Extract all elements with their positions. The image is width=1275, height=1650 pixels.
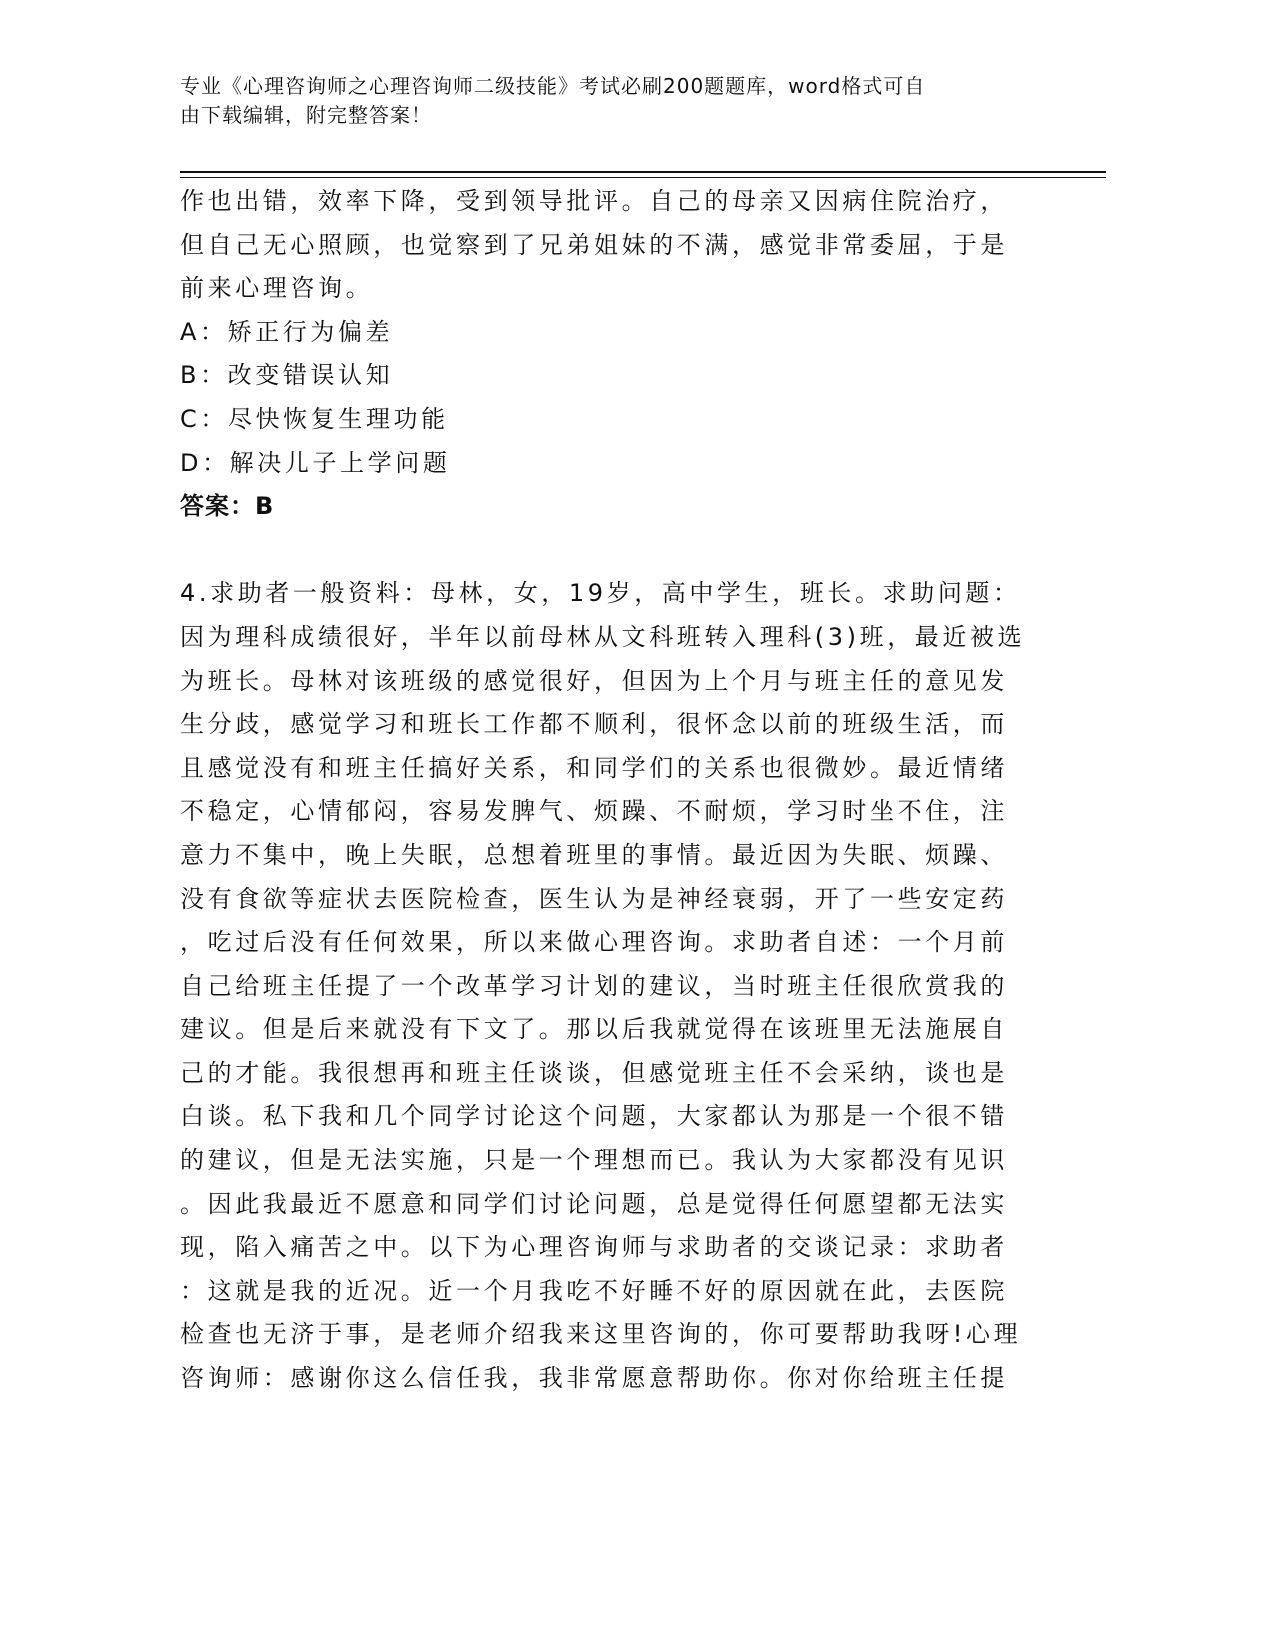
header-title-line-2: 由下载编辑，附完整答案！ xyxy=(180,103,432,127)
question-4 xyxy=(180,572,1025,1400)
question-text-line: 没有食欲等症状去医院检查，医生认为是神经衰弱，开了一些安定药 xyxy=(180,884,1008,913)
question-text-line: 。因此我最近不愿意和同学们讨论问题，总是觉得任何愿望都无法实 xyxy=(180,1189,1008,1218)
question-text-line: 己的才能。我很想再和班主任谈谈，但感觉班主任不会采纳，谈也是 xyxy=(180,1058,1008,1087)
document-body xyxy=(180,180,1025,1401)
question-text-line: 意力不集中，晚上失眠，总想着班里的事情。最近因为失眠、烦躁、 xyxy=(180,840,1008,869)
question-text-line: ，吃过后没有任何效果，所以来做心理咨询。求助者自述：一个月前 xyxy=(180,928,1008,957)
question-text-line: 生分歧，感觉学习和班长工作都不顺利，很怀念以前的班级生活，而 xyxy=(180,710,1008,739)
question-text-line: 为班长。母林对该班级的感觉很好，但因为上个月与班主任的意见发 xyxy=(180,666,1008,695)
answer: 答案：B xyxy=(180,492,275,521)
question-text-line: 的建议，但是无法实施，只是一个理想而已。我认为大家都没有见识 xyxy=(180,1146,1008,1175)
header-title-line-1: 专业《心理咨询师之心理咨询师二级技能》考试必刷200题题库，word格式可自 xyxy=(180,74,926,98)
question-text-line: ：这就是我的近况。近一个月我吃不好睡不好的原因就在此，去医院 xyxy=(180,1276,1008,1305)
question-text-line: 自己给班主任提了一个改革学习计划的建议，当时班主任很欣赏我的 xyxy=(180,971,1008,1000)
question-stem-line: 前来心理咨询。 xyxy=(180,274,374,303)
option-c: C：尽快恢复生理功能 xyxy=(180,404,449,433)
question-text-line: 建议。但是后来就没有下文了。那以后我就觉得在该班里无法施展自 xyxy=(180,1015,1008,1044)
question-text-line: 4.求助者一般资料：母林，女，19岁，高中学生，班长。求助问题： xyxy=(180,579,1021,608)
question-text-line: 白谈。私下我和几个同学讨论这个问题，大家都认为那是一个很不错 xyxy=(180,1102,1008,1131)
question-stem-line: 作也出错，效率下降，受到领导批评。自己的母亲又因病住院治疗， xyxy=(180,187,1008,215)
header-rule-thin xyxy=(180,177,1106,178)
option-a: A：矫正行为偏差 xyxy=(180,317,394,346)
option-d: D：解决儿子上学问题 xyxy=(180,448,451,477)
question-text-line: 现，陷入痛苦之中。以下为心理咨询师与求助者的交谈记录：求助者 xyxy=(180,1233,1008,1262)
question-text-line: 不稳定，心情郁闷，容易发脾气、烦躁、不耐烦，学习时坐不住，注 xyxy=(180,797,1008,826)
question-text-line: 且感觉没有和班主任搞好关系，和同学们的关系也很微妙。最近情绪 xyxy=(180,753,1008,782)
question-text-line: 因为理科成绩很好，半年以前母林从文科班转入理科(3)班，最近被选 xyxy=(180,622,1026,651)
header-rule-thick xyxy=(180,171,1106,173)
question-text-line: 咨询师：感谢你这么信任我，我非常愿意帮助你。你对你给班主任提 xyxy=(180,1364,1008,1393)
option-b: B：改变错误认知 xyxy=(180,361,394,390)
question-stem-line: 但自己无心照顾，也觉察到了兄弟姐妹的不满，感觉非常委屈，于是 xyxy=(180,230,1008,259)
page-header xyxy=(180,72,1040,130)
question-text-line: 检查也无济于事，是老师介绍我来这里咨询的，你可要帮助我呀!心理 xyxy=(180,1320,1022,1349)
question-3 xyxy=(180,180,1025,529)
